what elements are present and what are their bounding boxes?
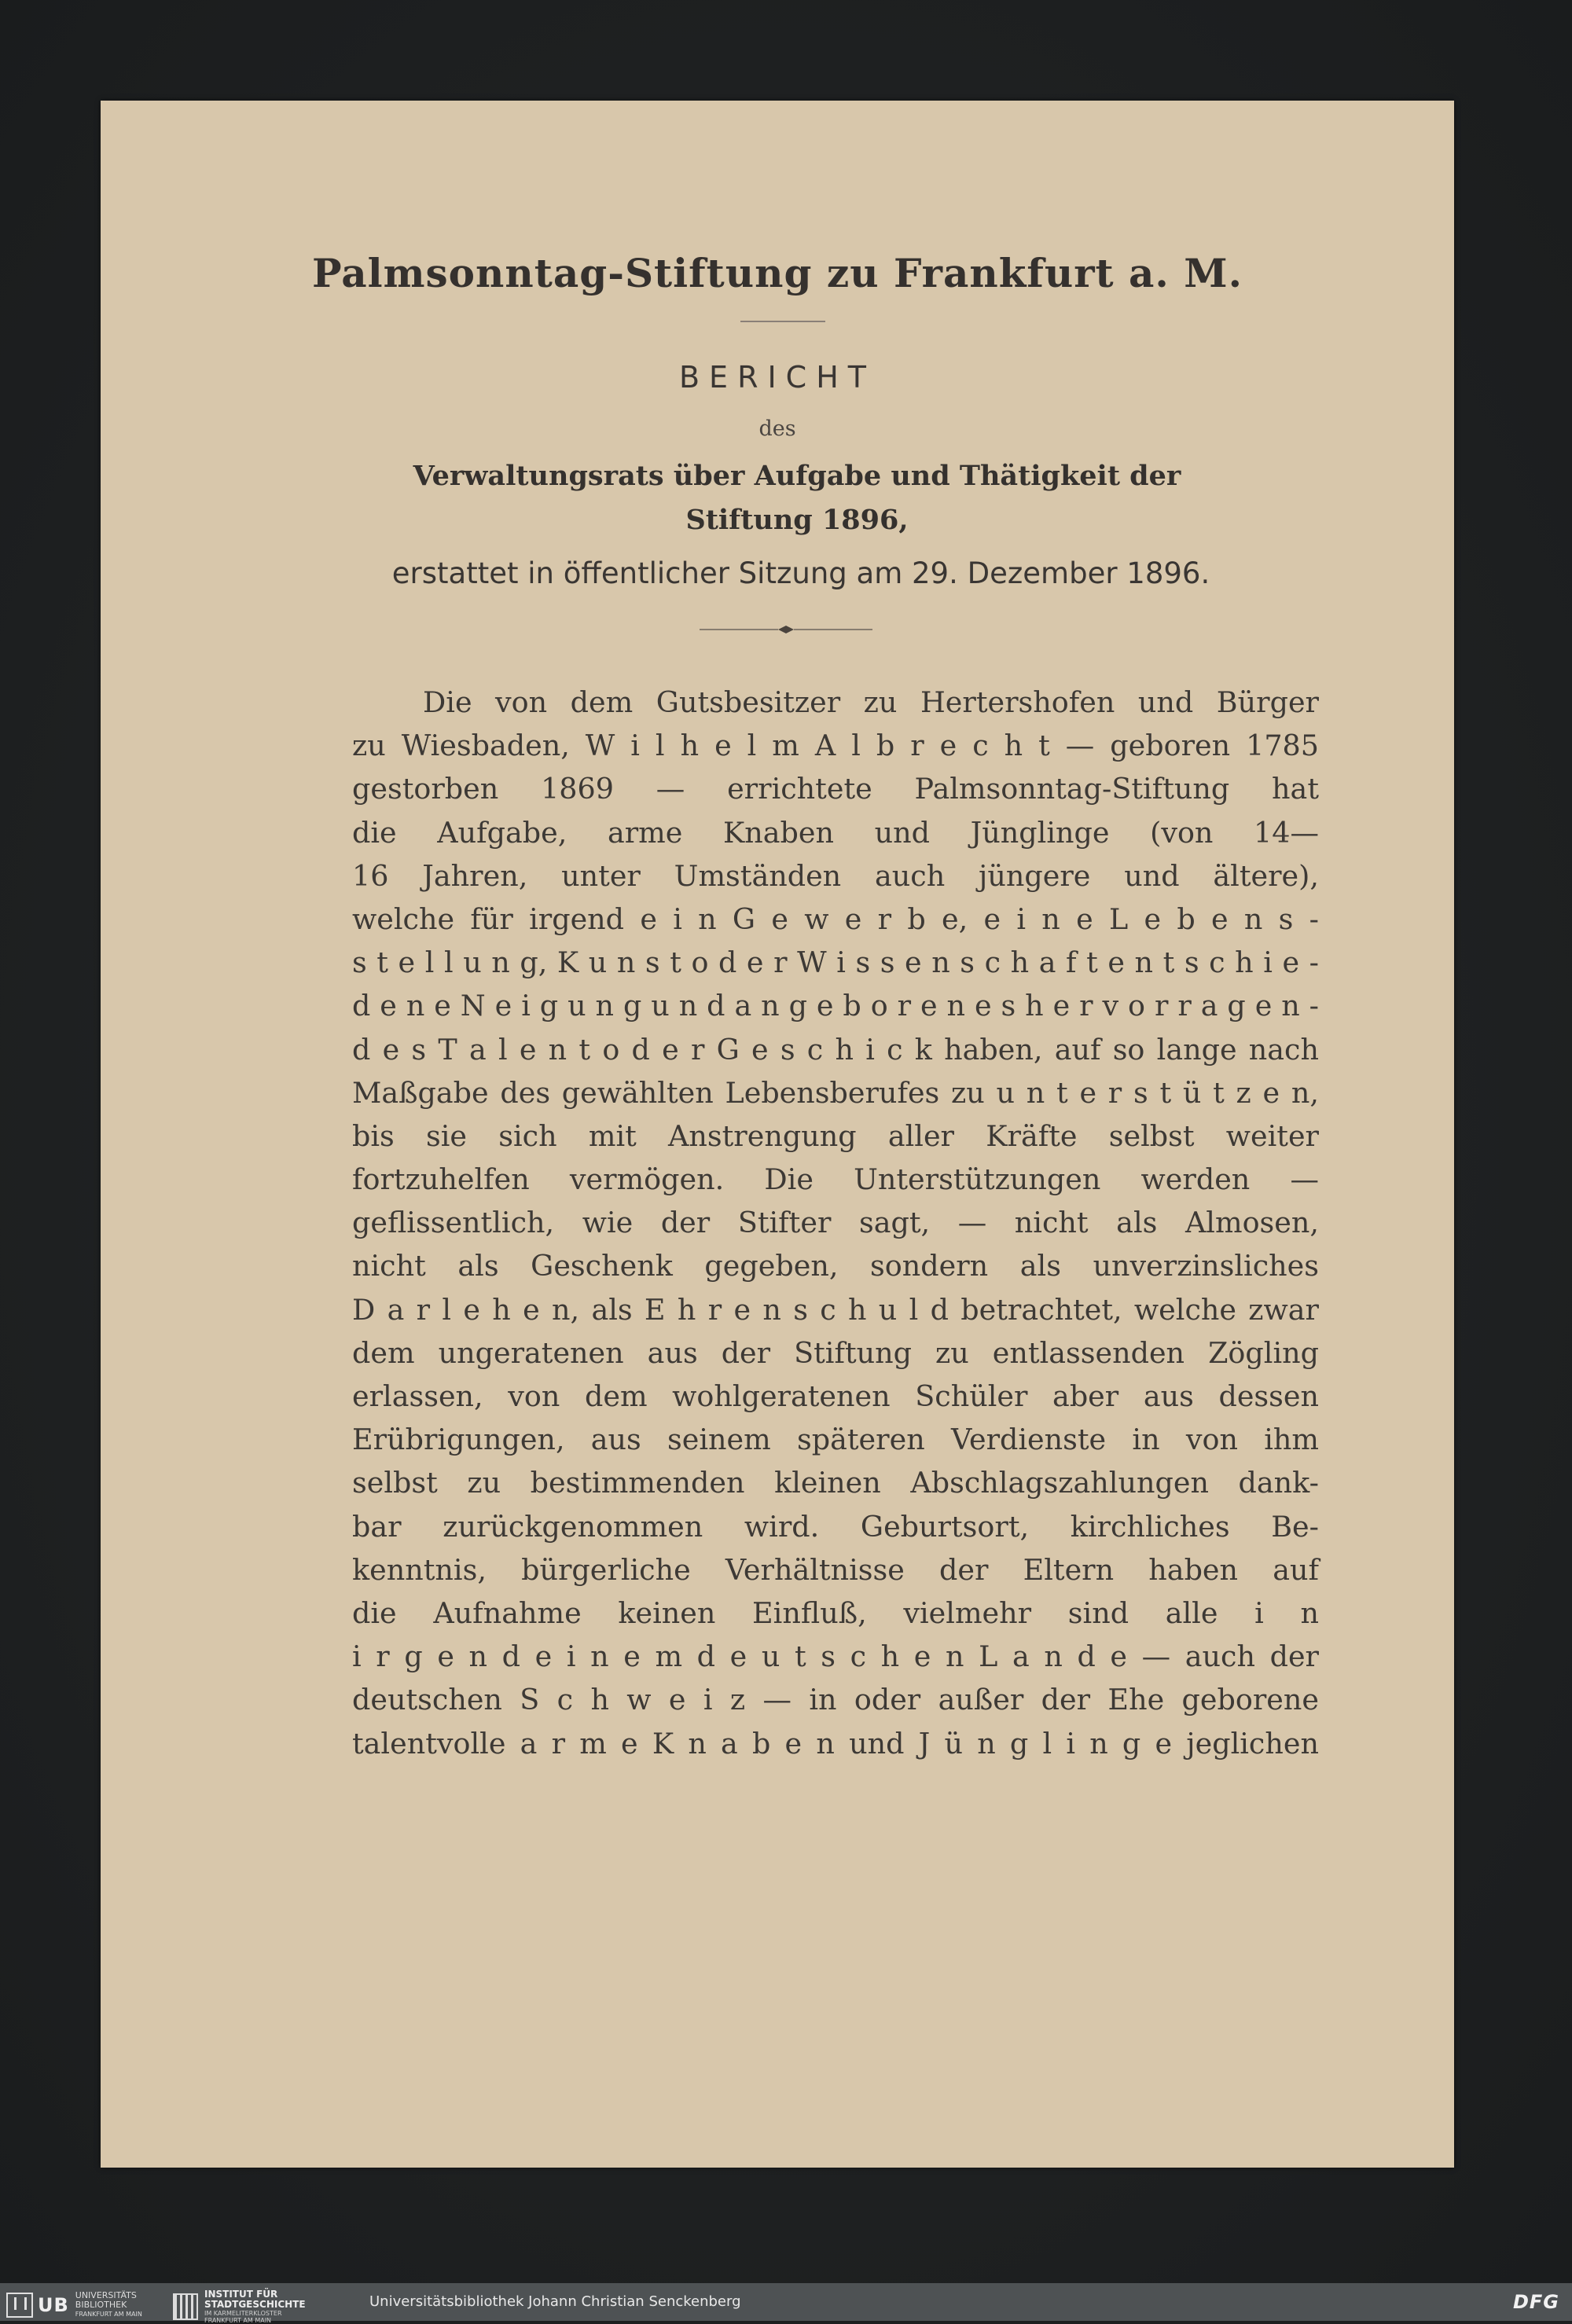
body-line: erlassen, von dem wohlgeratenen Schüler aber aus dessen [352,1379,1319,1413]
body-line: d e n e N e i g u n g u n d a n g e b o r e n e s h e r v o r r a g e n - [352,989,1319,1023]
dfg-logo: DFG [1512,2291,1559,2313]
body-line: i r g e n d e i n e m d e u t s c h e n L a n d e — auch der [352,1639,1319,1674]
report-date-line: erstattet in öffentlicher Sitzung am 29. Dezember 1896. [391,556,1210,590]
body-line: Erübrigungen, aus seinem späteren Verdienste in von ihm [352,1423,1319,1457]
body-line: kenntnis, bürgerliche Verhältnisse der Eltern haben auf [352,1552,1319,1587]
ub-mark: UB [38,2294,69,2316]
subtitle-line-1: Verwaltungsrats über Aufgabe und Thätigkeit der [413,460,1181,492]
body-line: deutschen S c h w e i z — in oder außer der Ehe geborene [352,1683,1319,1717]
body-line: dem ungeratenen aus der Stiftung zu entlassenden Zögling [352,1335,1319,1370]
inst-line-2: STADTGESCHICHTE [204,2299,306,2310]
body-line: bis sie sich mit Anstrengung aller Kräfte selbst weiter [352,1118,1319,1153]
body-text [352,681,1319,1765]
report-des: des [758,417,796,441]
ub-line-2: BIBLIOTHEK [75,2300,127,2310]
footer-bar [0,2283,1572,2324]
subtitle-line-2: Stiftung 1896, [685,504,909,536]
institute-logo [173,2289,306,2324]
body-line: gestorben 1869 — errichtete Palmsonntag-Stiftung hat [352,772,1319,806]
body-line: geflissentlich, wie der Stifter sagt, — nicht als Almosen, [352,1206,1319,1240]
ub-logo [6,2291,142,2319]
ub-name [75,2291,142,2319]
ornament-divider-icon [700,624,872,635]
institute-name [204,2289,306,2324]
body-line: zu Wiesbaden, W i l h e l m A l b r e c h t — geboren 1785 [352,729,1319,763]
body-line: 16 Jahren, unter Umständen auch jüngere und ältere), [352,858,1319,893]
body-line: Die von dem Gutsbesitzer zu Hertershofen und Bürger [423,685,1319,719]
library-name: Universitätsbibliothek Johann Christian Senckenberg [369,2293,741,2310]
title-divider [740,321,825,322]
body-line: bar zurückgenommen wird. Geburtsort, kirchliches Be- [352,1509,1319,1544]
body-line: die Aufgabe, arme Knaben und Jünglinge (von 14— [352,815,1319,850]
inst-line-1: INSTITUT FÜR [204,2289,278,2300]
body-line: selbst zu bestimmenden kleinen Abschlagszahlungen dank- [352,1466,1319,1500]
report-heading: BERICHT [678,360,876,395]
body-line: Maßgabe des gewählten Lebensberufes zu u n t e r s t ü t z e n, [352,1075,1319,1110]
inst-line-3: IM KARMELITERKLOSTER [204,2310,282,2317]
ub-building-icon [6,2293,33,2318]
body-line: nicht als Geschenk gegeben, sondern als unverzinsliches [352,1249,1319,1283]
body-line: welche für irgend e i n G e w e r b e, e i n e L e b e n s - [352,901,1319,936]
document-title: Palmsonntag-Stiftung zu Frankfurt a. M. [311,250,1243,296]
body-line: talentvolle a r m e K n a b e n und J ü n g l i n g e jeglichen [352,1726,1319,1760]
body-line: s t e l l u n g, K u n s t o d e r W i s s e n s c h a f t e n t s c h i e - [352,945,1319,980]
body-line: die Aufnahme keinen Einfluß, vielmehr sind alle i n [352,1595,1319,1630]
body-line: d e s T a l e n t o d e r G e s c h i c k haben, auf so lange nach [352,1032,1319,1067]
report-subtitle [297,454,1297,542]
body-line: D a r l e h e n, als E h r e n s c h u l d betrachtet, welche zwar [352,1292,1319,1327]
document-page [101,101,1454,2168]
institute-building-icon [173,2293,198,2320]
ub-line-1: UNIVERSITÄTS [75,2290,137,2300]
body-line: fortzuhelfen vermögen. Die Unterstützungen werden — [352,1162,1319,1197]
ub-line-3: FRANKFURT AM MAIN [75,2311,142,2318]
inst-line-4: FRANKFURT AM MAIN [204,2317,272,2324]
